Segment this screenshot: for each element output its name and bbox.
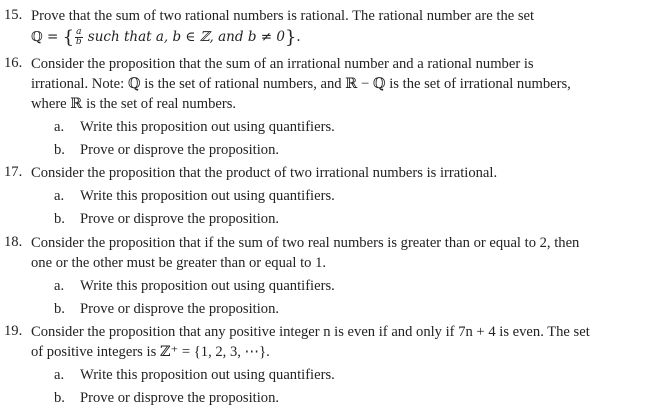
- subitem-label: b.: [54, 142, 65, 158]
- subitem: [54, 118, 335, 136]
- item-text: where ℝ is the set of real numbers.: [31, 96, 237, 112]
- subitem: [54, 389, 279, 407]
- brace-open: {: [62, 27, 75, 48]
- set-condition: such that a, b ∈ ℤ, and b ≠ 0: [87, 29, 285, 45]
- set-lhs: ℚ =: [31, 29, 59, 45]
- subitem-text: Prove or disprove the proposition.: [80, 390, 280, 406]
- subitem-text: Write this proposition out using quantifiers.: [80, 278, 335, 294]
- formula-end: .: [296, 29, 301, 45]
- item-text: irrational. Note: ℚ is the set of rational numbers, and ℝ − ℚ is the set of irrational numbers,: [31, 76, 571, 92]
- brace-close: }: [284, 27, 297, 48]
- subitem-label: a.: [54, 278, 65, 294]
- subitem-text: Prove or disprove the proposition.: [80, 301, 280, 317]
- subitem: [54, 366, 335, 384]
- item-text: Consider the proposition that the sum of an irrational number and a rational number is: [31, 56, 534, 72]
- item-text: of positive integers is ℤ⁺ = {1, 2, 3, ⋯}.: [31, 344, 270, 360]
- item-number: 15.: [4, 7, 23, 23]
- item-number: 19.: [4, 323, 23, 339]
- subitem-text: Write this proposition out using quantifiers.: [80, 188, 335, 204]
- subitem-label: b.: [54, 301, 65, 317]
- subitem: [54, 187, 335, 205]
- subitem-label: a.: [54, 188, 65, 204]
- subitem-text: Prove or disprove the proposition.: [80, 142, 280, 158]
- subitem-label: b.: [54, 390, 65, 406]
- fraction-denominator: b: [75, 37, 82, 47]
- item-text: Consider the proposition that the product of two irrational numbers is irrational.: [31, 165, 498, 181]
- item-text: Prove that the sum of two rational numbers is rational. The rational number are the set: [31, 8, 535, 24]
- subitem-label: a.: [54, 367, 65, 383]
- item-number: 16.: [4, 55, 23, 71]
- subitem: [54, 300, 279, 318]
- item-text: Consider the proposition that if the sum of two real numbers is greater than or equal to 2, then: [31, 235, 580, 251]
- item-number: 18.: [4, 234, 23, 250]
- subitem: [54, 210, 279, 228]
- fraction: [75, 28, 82, 47]
- subitem-text: Write this proposition out using quantifiers.: [80, 367, 335, 383]
- subitem-label: b.: [54, 211, 65, 227]
- subitem: [54, 277, 335, 295]
- subitem: [54, 141, 279, 159]
- rational-set-formula: [31, 28, 301, 47]
- subitem-label: a.: [54, 119, 65, 135]
- item-text: one or the other must be greater than or equal to 1.: [31, 255, 327, 271]
- subitem-text: Write this proposition out using quantifiers.: [80, 119, 335, 135]
- subitem-text: Prove or disprove the proposition.: [80, 211, 280, 227]
- item-number: 17.: [4, 164, 23, 180]
- fraction-numerator: a: [76, 27, 82, 37]
- item-text: Consider the proposition that any positive integer n is even if and only if 7n + 4 is even. The set: [31, 324, 590, 340]
